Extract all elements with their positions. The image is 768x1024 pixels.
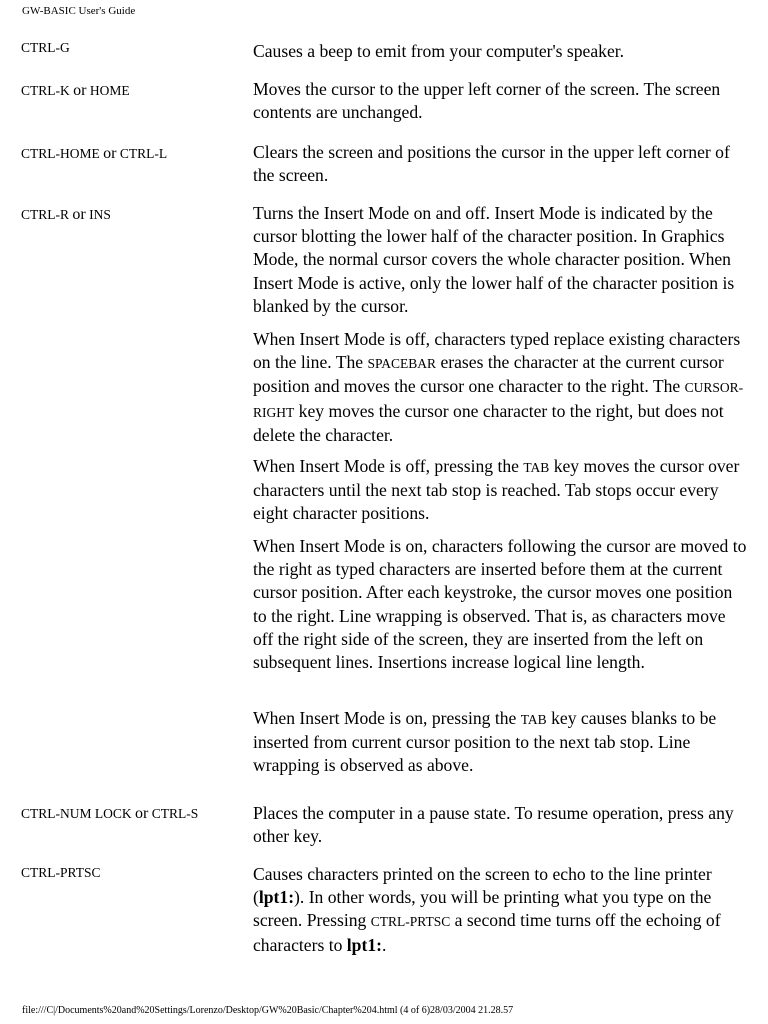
or-connector: or <box>73 82 87 99</box>
key-label-inline: SPACEBAR <box>367 356 437 372</box>
description-paragraph: When Insert Mode is on, pressing the TAB key causes blanks to be inserted from current cursor position to the next tab stop. Line wrapping is observed as above. <box>253 708 717 776</box>
description-paragraph: When Insert Mode is off, pressing the TAB key moves the cursor over characters until the next tab stop is reached. Tab stops occur every eight character positions. <box>253 456 740 524</box>
key-name <box>21 40 70 56</box>
key-label-alt: HOME <box>89 83 130 98</box>
key-label: CTRL-G <box>21 40 70 55</box>
key-name <box>21 207 111 223</box>
key-description <box>253 863 749 957</box>
description-paragraph: When Insert Mode is off, characters typed replace existing characters on the line. The SPACEBAR erases the character at the current cursor position and moves the cursor one character to the right. The CURSOR-RIGHT key moves the cursor one character to the right, but does not delete the character. <box>253 329 744 445</box>
key-description <box>253 202 749 318</box>
description-text: Moves the cursor to the upper left corner of the screen. The screen contents are unchanged. <box>253 79 721 123</box>
key-description <box>253 40 749 63</box>
key-label: CTRL-K <box>21 83 70 98</box>
document-footer-path: file:///C|/Documents%20and%20Settings/Lorenzo/Desktop/GW%20Basic/Chapter%204.html (4 of 6)28/03/2004 21.28.57 <box>22 1005 514 1016</box>
device-name: lpt1: <box>346 934 382 955</box>
or-connector: or <box>103 145 117 162</box>
key-name <box>21 865 100 881</box>
key-description <box>253 802 749 848</box>
description-text: Causes a beep to emit from your computer's speaker. <box>253 41 625 61</box>
description-paragraph: Turns the Insert Mode on and off. Insert Mode is indicated by the cursor blotting the lower half of the character position. In Graphics Mode, the normal cursor covers the whole character position. When Insert Mode is active, only the lower half of the character position is blanked by the cursor. <box>253 203 735 316</box>
key-label-inline: TAB <box>520 712 547 727</box>
description-paragraph: When Insert Mode is on, characters following the cursor are moved to the right as typed characters are inserted before them at the current cursor position. After each keystroke, the cursor moves one position to the right. Line wrapping is observed. That is, as characters move off the right side of the screen, they are inserted from the left on subsequent lines. Insertions increase logical line length. <box>253 536 747 673</box>
description-text: Clears the screen and positions the cursor in the upper left corner of the screen. <box>253 142 730 186</box>
description-text: Causes characters printed on the screen to echo to the line printer (lpt1:). In other words, you will be printing what you type on the screen. Pressing CTRL-PRTSC a second time turns off the echoing of characters to lpt1:. <box>253 864 721 955</box>
key-label-alt: CTRL-L <box>119 146 168 161</box>
key-label-inline: TAB <box>523 460 550 475</box>
key-label: CTRL-PRTSC <box>21 865 101 880</box>
key-label-alt: CTRL-S <box>151 806 199 821</box>
key-description <box>253 78 749 124</box>
key-label-inline: CURSOR-RIGHT <box>253 380 744 420</box>
key-label-inline: CTRL-PRTSC <box>370 914 451 930</box>
key-description <box>253 535 749 674</box>
key-description <box>253 707 749 778</box>
device-name: lpt1: <box>258 887 295 908</box>
or-connector: or <box>72 206 86 223</box>
key-label: CTRL-R <box>21 207 70 222</box>
key-name <box>21 146 167 162</box>
key-label: CTRL-NUM LOCK <box>21 806 132 821</box>
key-name <box>21 83 130 99</box>
document-header: GW-BASIC User's Guide <box>22 5 136 17</box>
or-connector: or <box>135 805 149 822</box>
key-label: CTRL-HOME <box>21 146 100 161</box>
key-label-alt: INS <box>89 207 111 222</box>
key-name <box>21 806 198 822</box>
key-description <box>253 455 749 526</box>
key-description <box>253 141 749 187</box>
key-description <box>253 328 749 447</box>
description-text: Places the computer in a pause state. To resume operation, press any other key. <box>253 803 734 847</box>
